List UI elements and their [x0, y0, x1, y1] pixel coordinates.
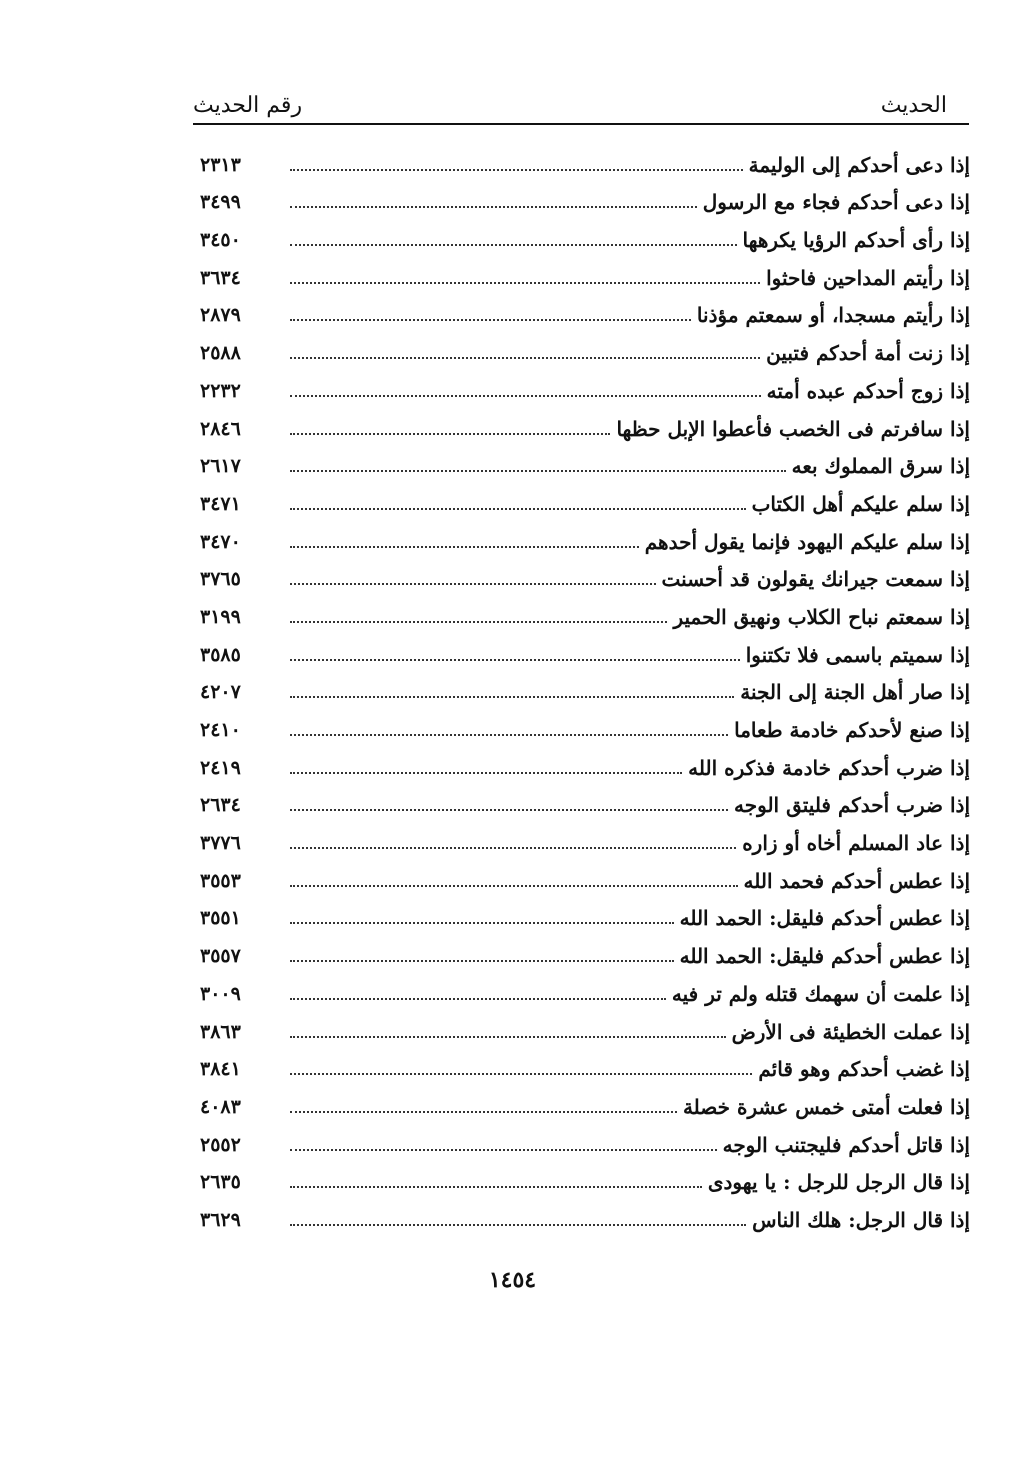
dot-leader: [290, 960, 674, 962]
entry-number: ٢٨٤٦: [200, 417, 241, 440]
entry-number: ٣٤٩٩: [200, 191, 241, 214]
entry-number: ٢٢٣٢: [200, 379, 241, 402]
entry-text: إذا سمعت جيرانك يقولون قد أحسنت: [661, 567, 970, 592]
entry-number: ٢٥٥٢: [200, 1133, 241, 1156]
entry-text: إذا عطس أحدكم فليقل: الحمد الله: [679, 944, 970, 969]
entry-number: ٢٨٧٩: [200, 304, 241, 327]
dot-leader: [290, 847, 736, 849]
entry-number: ٣٨٤١: [200, 1058, 241, 1081]
entry-text: إذا قال الرجل للرجل : يا يهودى: [707, 1170, 970, 1195]
index-entry: [200, 441, 970, 479]
index-entry: [200, 1081, 970, 1119]
dot-leader: [290, 1073, 752, 1075]
entry-text: إذا سمعتم نباح الكلاب ونهيق الحمير: [673, 604, 970, 629]
index-entry: [200, 930, 970, 968]
entry-text: إذا سلم عليكم اليهود فإنما يقول أحدهم: [644, 529, 970, 554]
entry-text: إذا دعى أحدكم فجاء مع الرسول: [702, 190, 970, 215]
entry-number: ٢٤١٠: [200, 719, 241, 741]
header-hadith: الحديث: [880, 93, 947, 118]
entry-text: إذا عطس أحدكم فليقل: الحمد الله: [679, 906, 970, 931]
entry-number: ٣٤٧١: [200, 492, 241, 515]
entry-text: إذا سميتم باسمى فلا تكتنوا: [745, 642, 970, 667]
entry-text: إذا ضرب أحدكم فليتق الوجه: [734, 793, 970, 818]
entry-number: ٢٣١٣: [200, 153, 241, 176]
entry-number: ٣٧٦٥: [200, 568, 241, 591]
entry-text: إذا فعلت أمتى خمس عشرة خصلة: [682, 1094, 970, 1119]
entry-number: ٣٨٦٣: [200, 1020, 241, 1043]
entry-text: إذا عاد المسلم أخاه أو زاره: [742, 831, 970, 856]
index-entry: [200, 817, 970, 855]
dot-leader: [290, 998, 666, 1000]
index-list: [200, 139, 970, 1232]
dot-leader: [290, 734, 728, 736]
entry-text: إذا ضرب أحدكم خادمة فذكره الله: [688, 755, 970, 780]
column-header: [193, 84, 947, 118]
index-entry: [200, 1157, 970, 1195]
entry-number: ٣٥٥٧: [200, 945, 241, 968]
index-entry: [200, 704, 970, 742]
entry-text: إذا رأيتم المداحين فاحثوا: [766, 265, 970, 290]
index-entry: [200, 365, 970, 403]
dot-leader: [290, 1224, 746, 1226]
entry-text: إذا قاتل أحدكم فليجتنب الوجه: [722, 1132, 970, 1157]
dot-leader: [290, 659, 740, 661]
entry-text: إذا عملت الخطيئة فى الأرض: [731, 1019, 970, 1044]
index-entry: [200, 591, 970, 629]
dot-leader: [290, 621, 667, 623]
entry-text: إذا غضب أحدكم وهو قائم: [758, 1057, 970, 1082]
entry-text: إذا زوج أحدكم عبده أمته: [766, 378, 970, 403]
header-rule: [193, 123, 969, 125]
dot-leader: [290, 885, 738, 887]
dot-leader: [290, 809, 728, 811]
entry-number: ٤٢٠٧: [200, 681, 241, 704]
entry-number: ٣٤٥٠: [200, 229, 241, 252]
dot-leader: [290, 1186, 702, 1188]
entry-number: ٣٠٠٩: [200, 982, 241, 1005]
entry-number: ٤٠٨٣: [200, 1095, 241, 1118]
entry-text: إذا رأى أحدكم الرؤيا يكرهها: [742, 228, 970, 253]
entry-number: ٣٦٢٩: [200, 1208, 241, 1231]
entry-text: إذا صار أهل الجنة إلى الجنة: [740, 680, 970, 705]
entry-number: ٣٦٣٤: [200, 266, 241, 289]
dot-leader: [290, 244, 737, 246]
dot-leader: [290, 395, 761, 397]
entry-number: ٣٧٧٦: [200, 832, 241, 855]
entry-text: إذا علمت أن سهمك قتله ولم تر فيه: [671, 981, 970, 1006]
entry-text: إذا سرق المملوك بعه: [791, 454, 970, 479]
dot-leader: [290, 508, 746, 510]
dot-leader: [290, 1111, 677, 1113]
index-entry: [200, 1194, 970, 1232]
entry-text: إذا دعى أحدكم إلى الوليمة: [748, 152, 970, 177]
entry-text: إذا قال الرجل: هلك الناس: [752, 1207, 970, 1232]
entry-text: إذا رأيتم مسجدا، أو سمعتم مؤذنا: [696, 303, 970, 328]
index-entry: [200, 742, 970, 780]
entry-text: إذا صنع لأحدكم خادمة طعاما: [734, 718, 970, 742]
entry-number: ٣٥٥١: [200, 907, 241, 930]
dot-leader: [290, 1036, 726, 1038]
entry-number: ٢٥٨٨: [200, 342, 241, 365]
index-entry: [200, 1044, 970, 1082]
entry-text: إذا سلم عليكم أهل الكتاب: [751, 491, 970, 516]
index-entry: [200, 516, 970, 554]
entry-text: إذا زنت أمة أحدكم فتبين: [766, 341, 970, 366]
entry-number: ٣٥٥٣: [200, 869, 241, 892]
index-entry: [200, 139, 970, 177]
index-entry: [200, 403, 970, 441]
index-entry: [200, 968, 970, 1006]
index-entry: [200, 667, 970, 705]
index-entry: [200, 1006, 970, 1044]
dot-leader: [290, 922, 674, 924]
entry-number: ٢٦٣٥: [200, 1171, 241, 1194]
index-entry: [200, 1119, 970, 1157]
entry-number: ٣١٩٩: [200, 605, 241, 628]
index-entry: [200, 554, 970, 592]
index-entry: [200, 629, 970, 667]
index-entry: [200, 252, 970, 290]
dot-leader: [290, 206, 697, 208]
dot-leader: [290, 1149, 717, 1151]
index-entry: [200, 177, 970, 215]
entry-number: ٢٤١٩: [200, 756, 241, 779]
header-hadith-number: رقم الحديث: [193, 93, 303, 118]
index-entry: [200, 478, 970, 516]
entry-number: ٣٥٨٥: [200, 643, 241, 666]
dot-leader: [290, 546, 639, 548]
dot-leader: [290, 470, 786, 472]
entry-number: ٣٤٧٠: [200, 530, 241, 553]
dot-leader: [290, 169, 743, 171]
dot-leader: [290, 319, 691, 321]
index-entry: [200, 327, 970, 365]
dot-leader: [290, 696, 734, 698]
dot-leader: [290, 583, 656, 585]
index-entry: [200, 855, 970, 893]
entry-number: ٢٦٣٤: [200, 794, 241, 817]
dot-leader: [290, 772, 682, 774]
index-entry: [200, 893, 970, 931]
dot-leader: [290, 282, 760, 284]
dot-leader: [290, 357, 760, 359]
entry-text: إذا سافرتم فى الخصب فأعطوا الإبل حظها: [616, 416, 970, 441]
page-number: ١٤٥٤: [488, 1267, 537, 1293]
dot-leader: [290, 433, 610, 435]
index-entry: [200, 290, 970, 328]
index-entry: [200, 214, 970, 252]
entry-number: ٢٦١٧: [200, 455, 241, 478]
index-entry: [200, 780, 970, 818]
entry-text: إذا عطس أحدكم فحمد الله: [743, 868, 970, 893]
